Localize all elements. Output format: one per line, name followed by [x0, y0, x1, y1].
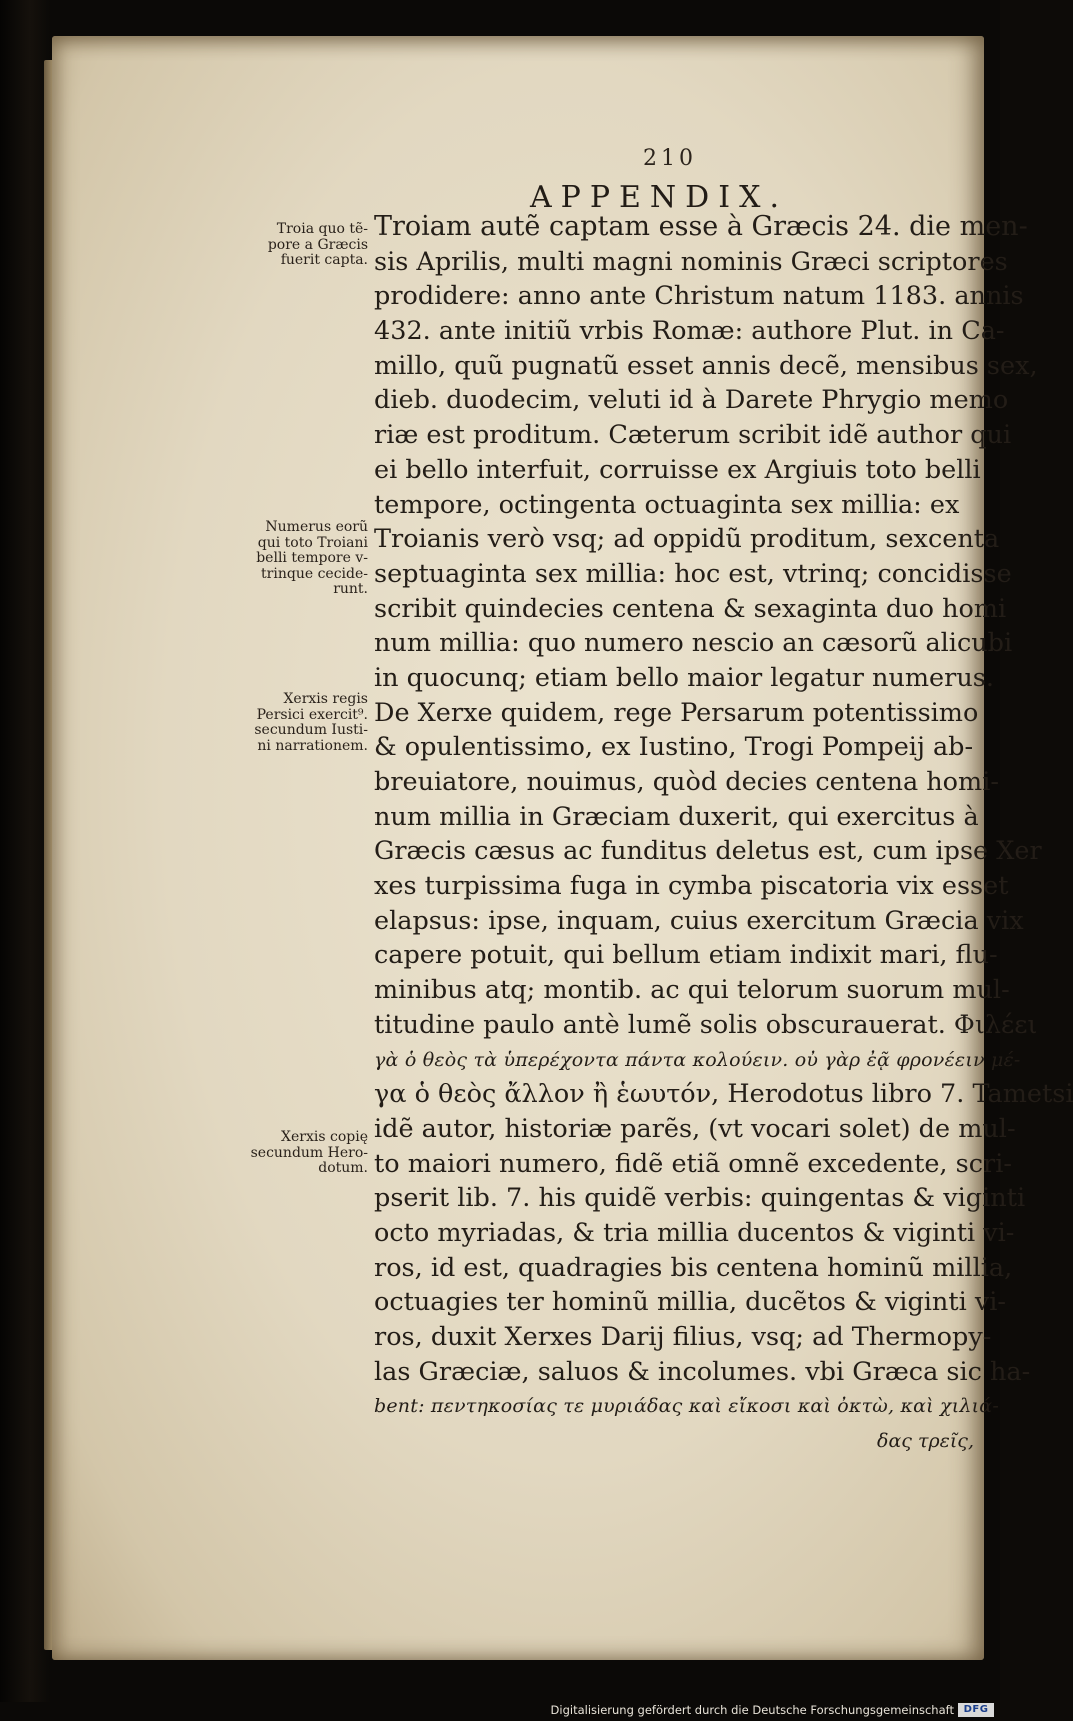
text-line: ros, duxit Xerxes Darij filius, vsq; ad Thermopy-	[374, 1322, 992, 1352]
text-line: γα ὁ θεὸς ἄλλον ἢ ἑωυτόν, Herodotus libro 7. Tametsi	[374, 1079, 1073, 1110]
margin-note-line: secundum Iusti-	[254, 722, 368, 738]
text-line: & opulentissimo, ex Iustino, Trogi Pompeij ab-	[374, 732, 974, 763]
margin-note-line: Xerxis regis	[283, 691, 368, 707]
text-line: ros, id est, quadragies bis centena hominũ millia,	[374, 1252, 1013, 1283]
text-line: dieb. duodecim, veluti id à Darete Phrygio memo	[374, 385, 1009, 416]
text-line: De Xerxe quidem, rege Persarum potentissimo	[374, 697, 979, 728]
text-line: millo, quũ pugnatũ esset annis decẽ, mensibus sex,	[374, 350, 1038, 381]
text-line: ei bello interfuit, corruisse ex Argiuis toto belli	[374, 454, 981, 485]
text-line: riæ est proditum. Cæterum scribit idẽ author qui	[374, 420, 1012, 451]
text-line: elapsus: ipse, inquam, cuius exercitum Græcia vix	[374, 905, 1024, 936]
text-line: 432. ante initiũ vrbis Romæ: authore Plut. in Ca-	[374, 316, 1005, 347]
text-line: Troiam autẽ captam esse à Græcis 24. die men-	[374, 211, 1028, 242]
margin-note-line: Troia quo tẽ-	[276, 221, 368, 237]
margin-note-line: ni narrationem.	[257, 737, 368, 754]
running-head: APPENDIX.	[530, 180, 788, 215]
margin-note-xerxis-herodotus	[232, 1130, 368, 1177]
text-line: Troianis verò vsq; ad oppidũ proditum, sexcenta	[374, 524, 1000, 555]
margin-note-line: Persici exercit⁹.	[256, 706, 368, 723]
greek-text-line: bent: πεντηκοσίας τε μυριάδας καὶ εἴκοσι καὶ ὀκτὼ, καὶ χιλιά-	[374, 1395, 999, 1418]
text-line: breuiatore, nouimus, quòd decies centena homi-	[374, 767, 999, 797]
margin-note-line: belli tempore v-	[256, 550, 368, 566]
margin-note-numerus-caesorum	[232, 520, 368, 598]
text-line: scribit quindecies centena & sexaginta duo homi	[374, 593, 1007, 624]
margin-note-line: pore a Græcis	[267, 236, 368, 253]
margin-note-line: trinque cecide-	[261, 565, 368, 582]
body-text	[374, 210, 1073, 1459]
margin-note-line: dotum.	[318, 1160, 368, 1176]
margin-note-line: runt.	[333, 581, 368, 597]
margin-note-xerxis-iustinus	[232, 692, 368, 754]
page-number: 210	[643, 146, 697, 171]
text-line: prodidere: anno ante Christum natum 1183. annis	[374, 281, 1024, 312]
text-line: titudine paulo antè lumẽ solis obscurauerat. Φιλέει	[374, 1009, 1038, 1040]
footer-funding-note: Digitalisierung gefördert durch die Deutsche Forschungsgemeinschaft	[550, 1703, 954, 1717]
text-line: Græcis cæsus ac funditus deletus est, cum ipse Xer	[374, 836, 1042, 867]
text-line: octuagies ter hominũ millia, ducẽtos & viginti vi-	[374, 1287, 1007, 1318]
text-line: sis Aprilis, multi magni nominis Græci scriptores	[374, 246, 1008, 277]
greek-text-line: γὰ ὁ θεὸς τὰ ὑπερέχοντα πάντα κολούειν. οὐ γὰρ ἐᾷ φρονέειν μέ-	[374, 1048, 1021, 1071]
margin-note-line: Xerxis copię	[281, 1129, 368, 1145]
text-line: num millia: quo numero nescio an cæsorũ alicubi	[374, 628, 1013, 659]
text-line: in quocunq; etiam bello maior legatur numerus.	[374, 662, 994, 693]
margin-note-line: qui toto Troiani	[257, 534, 368, 551]
margin-note-line: secundum Hero-	[250, 1144, 368, 1161]
text-line: septuaginta sex millia: hoc est, vtrinq; concidisse	[374, 558, 1012, 589]
text-line: tempore, octingenta octuaginta sex millia: ex	[374, 489, 960, 520]
margin-note-troia-capta	[232, 222, 368, 269]
text-line: xes turpissima fuga in cymba piscatoria vix esset	[374, 871, 1009, 902]
text-line: num millia in Græciam duxerit, qui exercitus à	[374, 801, 979, 832]
margin-note-line: Numerus eorũ	[265, 519, 368, 535]
dfg-logo: DFG	[958, 1703, 994, 1717]
text-line: pserit lib. 7. his quidẽ verbis: quingentas & viginti	[374, 1183, 1026, 1214]
greek-text-line: δας τρεῖς,	[877, 1430, 974, 1453]
text-line: to maiori numero, fidẽ etiã omnẽ excedente, scri-	[374, 1148, 1012, 1179]
margin-note-line: fuerit capta.	[280, 252, 368, 268]
text-line: capere potuit, qui bellum etiam indixit mari, flu-	[374, 940, 998, 971]
text-line: las Græciæ, saluos & incolumes. vbi Græca sic ha-	[374, 1356, 1031, 1387]
text-line: octo myriadas, & tria millia ducentos & viginti vi-	[374, 1217, 1015, 1248]
text-line: idẽ autor, historiæ parẽs, (vt vocari solet) de mul-	[374, 1113, 1016, 1144]
text-line: minibus atq; montib. ac qui telorum suorum mul-	[374, 975, 1010, 1006]
